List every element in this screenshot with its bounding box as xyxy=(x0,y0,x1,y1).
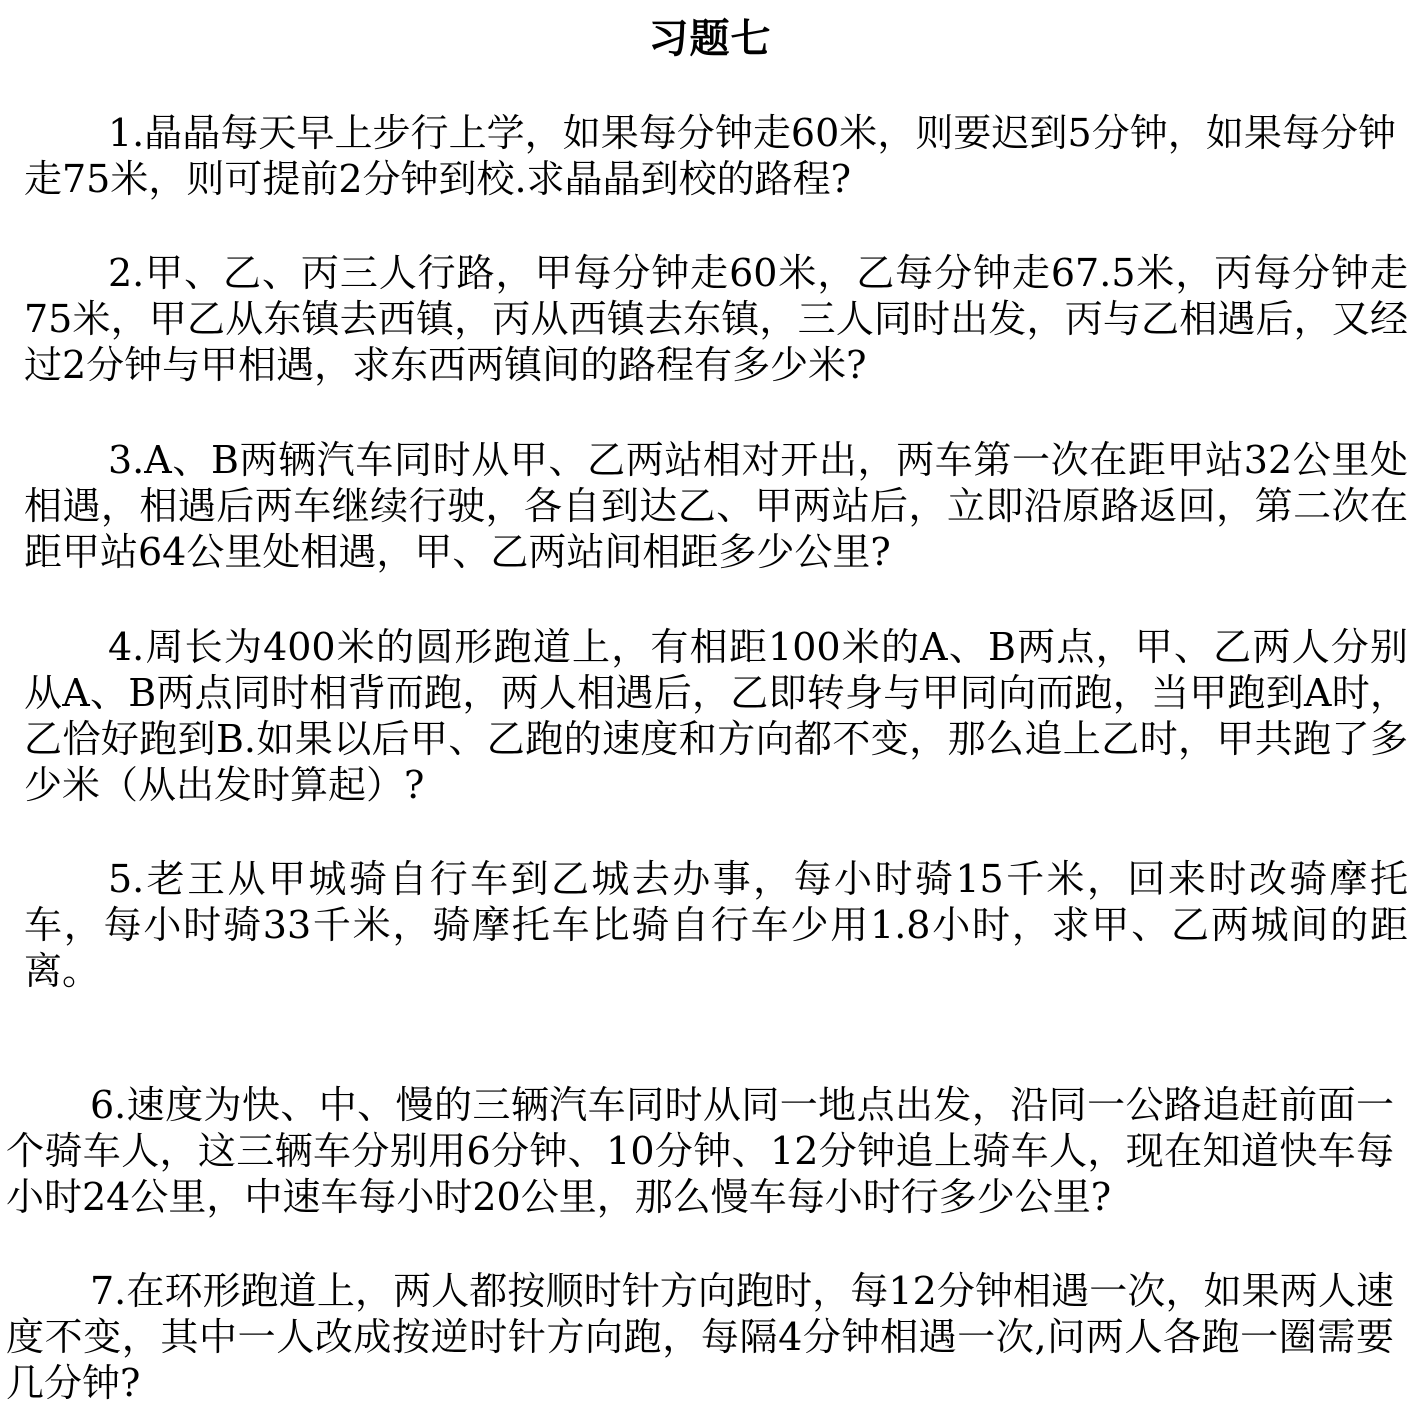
problem-7: 7.在环形跑道上，两人都按顺时针方向跑时，每12分钟相遇一次，如果两人速度不变，其中一人改成按逆时针方向跑，每隔4分钟相遇一次,问两人各跑一圈需要几分钟? xyxy=(6,1269,1394,1405)
problem-4: 4.周长为400米的圆形跑道上，有相距100米的A、B两点，甲、乙两人分别从A、B两点同时相背而跑，两人相遇后，乙即转身与甲同向而跑，当甲跑到A时，乙恰好跑到B.如果以后甲、乙跑的速度和方向都不变，那么追上乙时，甲共跑了多少米（从出发时算起）? xyxy=(24,625,1408,807)
problem-6: 6.速度为快、中、慢的三辆汽车同时从同一地点出发，沿同一公路追赶前面一个骑车人，这三辆车分别用6分钟、10分钟、12分钟追上骑车人，现在知道快车每小时24公里，中速车每小时20公里，那么慢车每小时行多少公里? xyxy=(6,1083,1394,1219)
page-title: 习题七 xyxy=(648,16,772,62)
problem-2: 2.甲、乙、丙三人行路，甲每分钟走60米，乙每分钟走67.5米，丙每分钟走75米，甲乙从东镇去西镇，丙从西镇去东镇，三人同时出发，丙与乙相遇后，又经过2分钟与甲相遇，求东西两镇间的路程有多少米? xyxy=(24,251,1408,387)
problem-5: 5.老王从甲城骑自行车到乙城去办事，每小时骑15千米，回来时改骑摩托车，每小时骑33千米，骑摩托车比骑自行车少用1.8小时，求甲、乙两城间的距离。 xyxy=(24,857,1408,993)
problem-3: 3.A、B两辆汽车同时从甲、乙两站相对开出，两车第一次在距甲站32公里处相遇，相遇后两车继续行驶，各自到达乙、甲两站后，立即沿原路返回，第二次在距甲站64公里处相遇，甲、乙两站间相距多少公里? xyxy=(24,438,1408,574)
problem-1: 1.晶晶每天早上步行上学，如果每分钟走60米，则要迟到5分钟，如果每分钟走75米，则可提前2分钟到校.求晶晶到校的路程? xyxy=(24,111,1396,201)
